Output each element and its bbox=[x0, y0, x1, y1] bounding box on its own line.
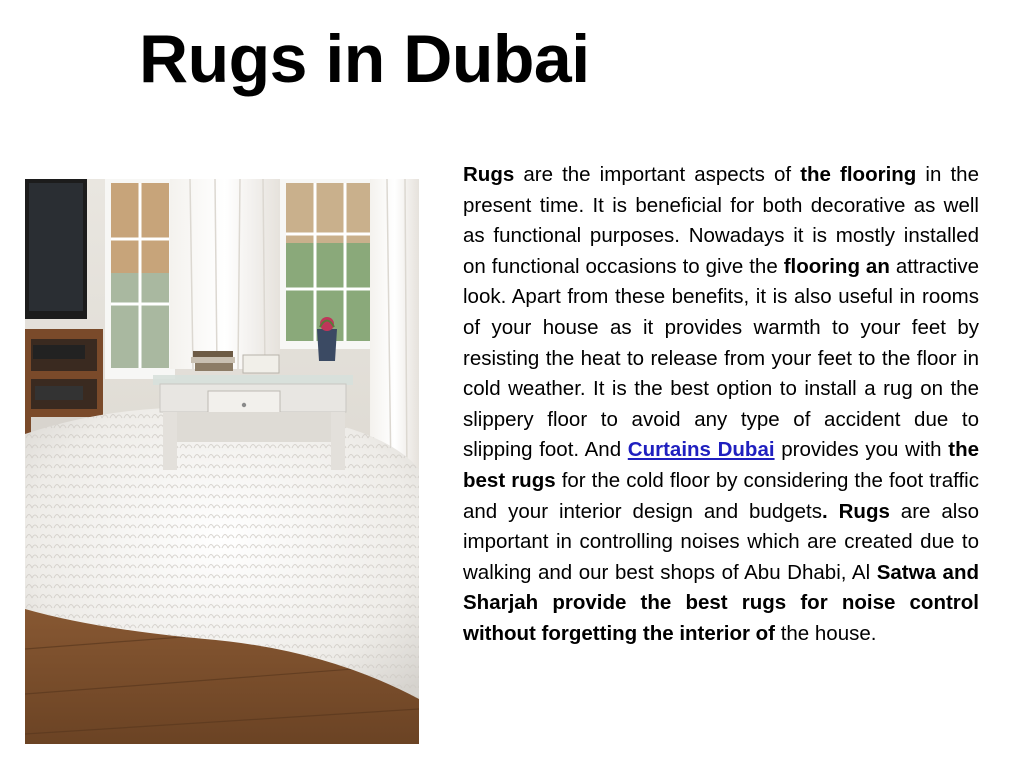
body-paragraph bbox=[463, 160, 979, 650]
bold-text-run: the best rugs bbox=[463, 438, 980, 492]
text-run: are the important aspects of bbox=[514, 163, 801, 186]
curtains-dubai-link[interactable]: Curtains Dubai bbox=[627, 438, 775, 462]
text-run: for the cold floor by considering the foot traffic and your interior design and budgets bbox=[463, 468, 979, 523]
slide-title: Rugs in Dubai bbox=[139, 21, 590, 97]
bold-text-run: flooring an bbox=[783, 254, 890, 278]
bold-text-run: Satwa and Sharjah provide the best rugs for noise control without forgetting the interior of bbox=[463, 560, 979, 645]
text-run: provides you with bbox=[774, 438, 949, 462]
bold-text-run: . Rugs bbox=[821, 499, 890, 523]
text-run: in the present time. It is beneficial for both decorative as well as functional purposes. Nowadays it is mostly installed on functional occasions to give the bbox=[463, 163, 979, 278]
bold-text-run: the flooring bbox=[800, 163, 917, 186]
bold-text-run: Rugs bbox=[463, 163, 515, 186]
rug-room-photo bbox=[25, 179, 419, 744]
text-run: the house. bbox=[775, 621, 877, 645]
text-run: attractive look. Apart from these benefits, it is also useful in rooms of your house as it provides warmth to your feet by resisting the heat to release from your feet to the floor in cold weather. It is the best option to install a rug on the slippery floor to avoid any type of accident due to slipping foot. And bbox=[463, 254, 979, 462]
text-run: are also important in controlling noises which are created due to walking and our best shops of Abu Dhabi, Al bbox=[463, 499, 979, 584]
